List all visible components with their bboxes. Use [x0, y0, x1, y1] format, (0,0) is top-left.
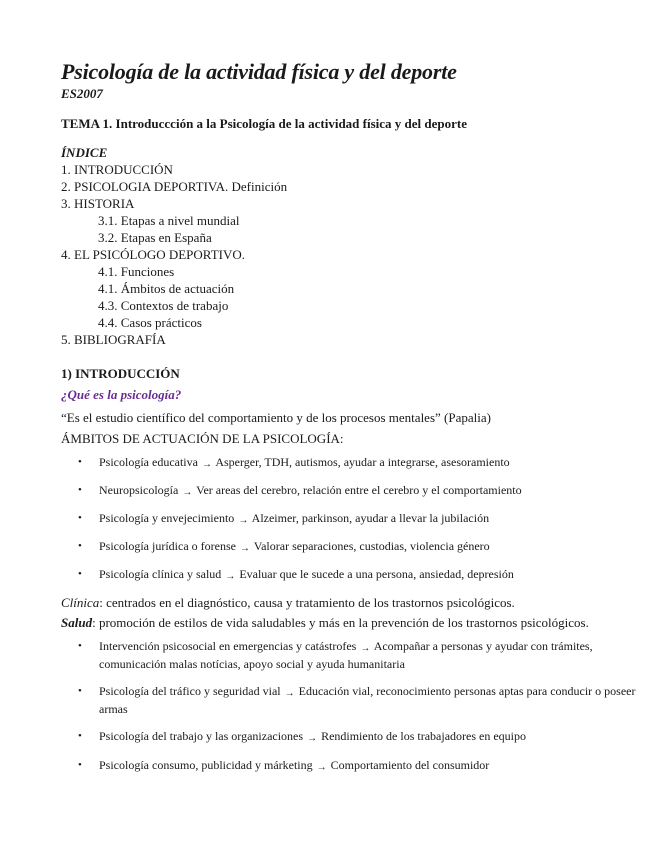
bullet-icon: •: [78, 568, 82, 580]
list-item-detail: Alzeimer, parkinson, ayudar a llevar la jubilación: [251, 511, 490, 525]
arrow-right-icon: →: [239, 543, 250, 554]
toc-item: 4.4. Casos prácticos: [98, 315, 202, 330]
ambitos-heading: ÁMBITOS DE ACTUACIÓN DE LA PSICOLOGÍA:: [61, 431, 344, 446]
course-code: ES2007: [61, 86, 103, 101]
list-item-detail: Educación vial, reconocimiento personas aptas para conducir o poseer armas: [99, 684, 636, 716]
toc-item: 5. BIBLIOGRAFÍA: [61, 332, 166, 347]
section-heading-introduccion: 1) INTRODUCCIÓN: [61, 366, 180, 381]
list-item: [61, 482, 641, 500]
bullet-icon: •: [78, 456, 82, 468]
list-item-label: Neuropsicología: [99, 483, 179, 497]
arrow-right-icon: →: [316, 762, 327, 773]
arrow-right-icon: →: [201, 459, 212, 470]
bullet-icon: •: [78, 730, 82, 742]
bullet-icon: •: [78, 484, 82, 496]
list-item: [61, 566, 641, 584]
bullet-icon: •: [78, 759, 82, 771]
toc-item: 3. HISTORIA: [61, 196, 135, 211]
tema-heading: TEMA 1. Introduccción a la Psicología de la actividad física y del deporte: [61, 116, 468, 131]
toc-item: 3.2. Etapas en España: [98, 230, 212, 245]
salud-label: Salud: [61, 615, 93, 630]
arrow-right-icon: →: [307, 733, 318, 744]
list-item: [61, 510, 641, 528]
toc-item: 4.1. Funciones: [98, 264, 175, 279]
bullet-icon: •: [78, 685, 82, 697]
ambitos-list-a: [61, 454, 641, 584]
list-item-label: Psicología del trabajo y las organizaciones: [99, 729, 304, 743]
arrow-right-icon: →: [360, 643, 371, 654]
list-item: [61, 538, 641, 556]
list-item-detail: Comportamiento del consumidor: [330, 758, 490, 772]
list-item-label: Psicología del tráfico y seguridad vial: [99, 684, 281, 698]
bullet-icon: •: [78, 640, 82, 652]
arrow-right-icon: →: [238, 515, 249, 526]
list-item-detail: Asperger, TDH, autismos, ayudar a integrarse, asesoramiento: [215, 455, 510, 469]
arrow-right-icon: →: [284, 688, 295, 699]
toc-item: 4.1. Ámbitos de actuación: [98, 281, 235, 296]
toc-item: 1. INTRODUCCIÓN: [61, 162, 173, 177]
list-item-detail: Rendimiento de los trabajadores en equipo: [321, 729, 527, 743]
bullet-icon: •: [78, 540, 82, 552]
bullet-icon: •: [78, 512, 82, 524]
list-item-label: Psicología clínica y salud: [99, 567, 222, 581]
salud-text: : promoción de estilos de vida saludables y más en la prevención de los trastornos psicológicos.: [92, 615, 589, 630]
table-of-contents: [61, 161, 641, 348]
question-subheading: ¿Qué es la psicología?: [61, 387, 182, 402]
list-item-label: Psicología y envejecimiento: [99, 511, 235, 525]
list-item: [61, 454, 641, 472]
list-item-detail: Evaluar que le sucede a una persona, ansiedad, depresión: [239, 567, 514, 581]
clinica-label: Clínica: [61, 595, 100, 610]
list-item: [61, 683, 641, 717]
list-item-label: Psicología educativa: [99, 455, 198, 469]
list-item: [61, 728, 641, 746]
indice-title: ÍNDICE: [61, 145, 108, 160]
document-title: Psicología de la actividad física y del deporte: [61, 59, 457, 84]
list-item-label: Psicología jurídica o forense: [99, 539, 236, 553]
salud-paragraph: [61, 614, 641, 632]
toc-item: 4.3. Contextos de trabajo: [98, 298, 229, 313]
toc-item: 4. EL PSICÓLOGO DEPORTIVO.: [61, 247, 245, 262]
ambitos-list-b: [61, 638, 641, 775]
list-item: [61, 638, 641, 672]
list-item-detail: Valorar separaciones, custodias, violencia género: [253, 539, 490, 553]
toc-item: 3.1. Etapas a nivel mundial: [98, 213, 240, 228]
clinica-paragraph: [61, 594, 641, 612]
list-item-label: Psicología consumo, publicidad y márketing: [99, 758, 313, 772]
arrow-right-icon: →: [182, 487, 193, 498]
clinica-text: : centrados en el diagnóstico, causa y tratamiento de los trastornos psicológicos.: [99, 595, 515, 610]
list-item-label: Intervención psicosocial en emergencias y catástrofes: [99, 639, 357, 653]
arrow-right-icon: →: [225, 571, 236, 582]
list-item-detail: Acompañar a personas y ayudar con trámites, comunicación malas notícias, apoyo social y ayuda humanitaria: [99, 639, 593, 671]
list-item-detail: Ver areas del cerebro, relación entre el cerebro y el comportamiento: [196, 483, 522, 497]
document-page: [61, 58, 641, 786]
definition-quote: “Es el estudio científico del comportamiento y de los procesos mentales” (Papalia): [61, 410, 491, 425]
list-item: [61, 757, 641, 775]
toc-item: 2. PSICOLOGIA DEPORTIVA. Definición: [61, 179, 288, 194]
